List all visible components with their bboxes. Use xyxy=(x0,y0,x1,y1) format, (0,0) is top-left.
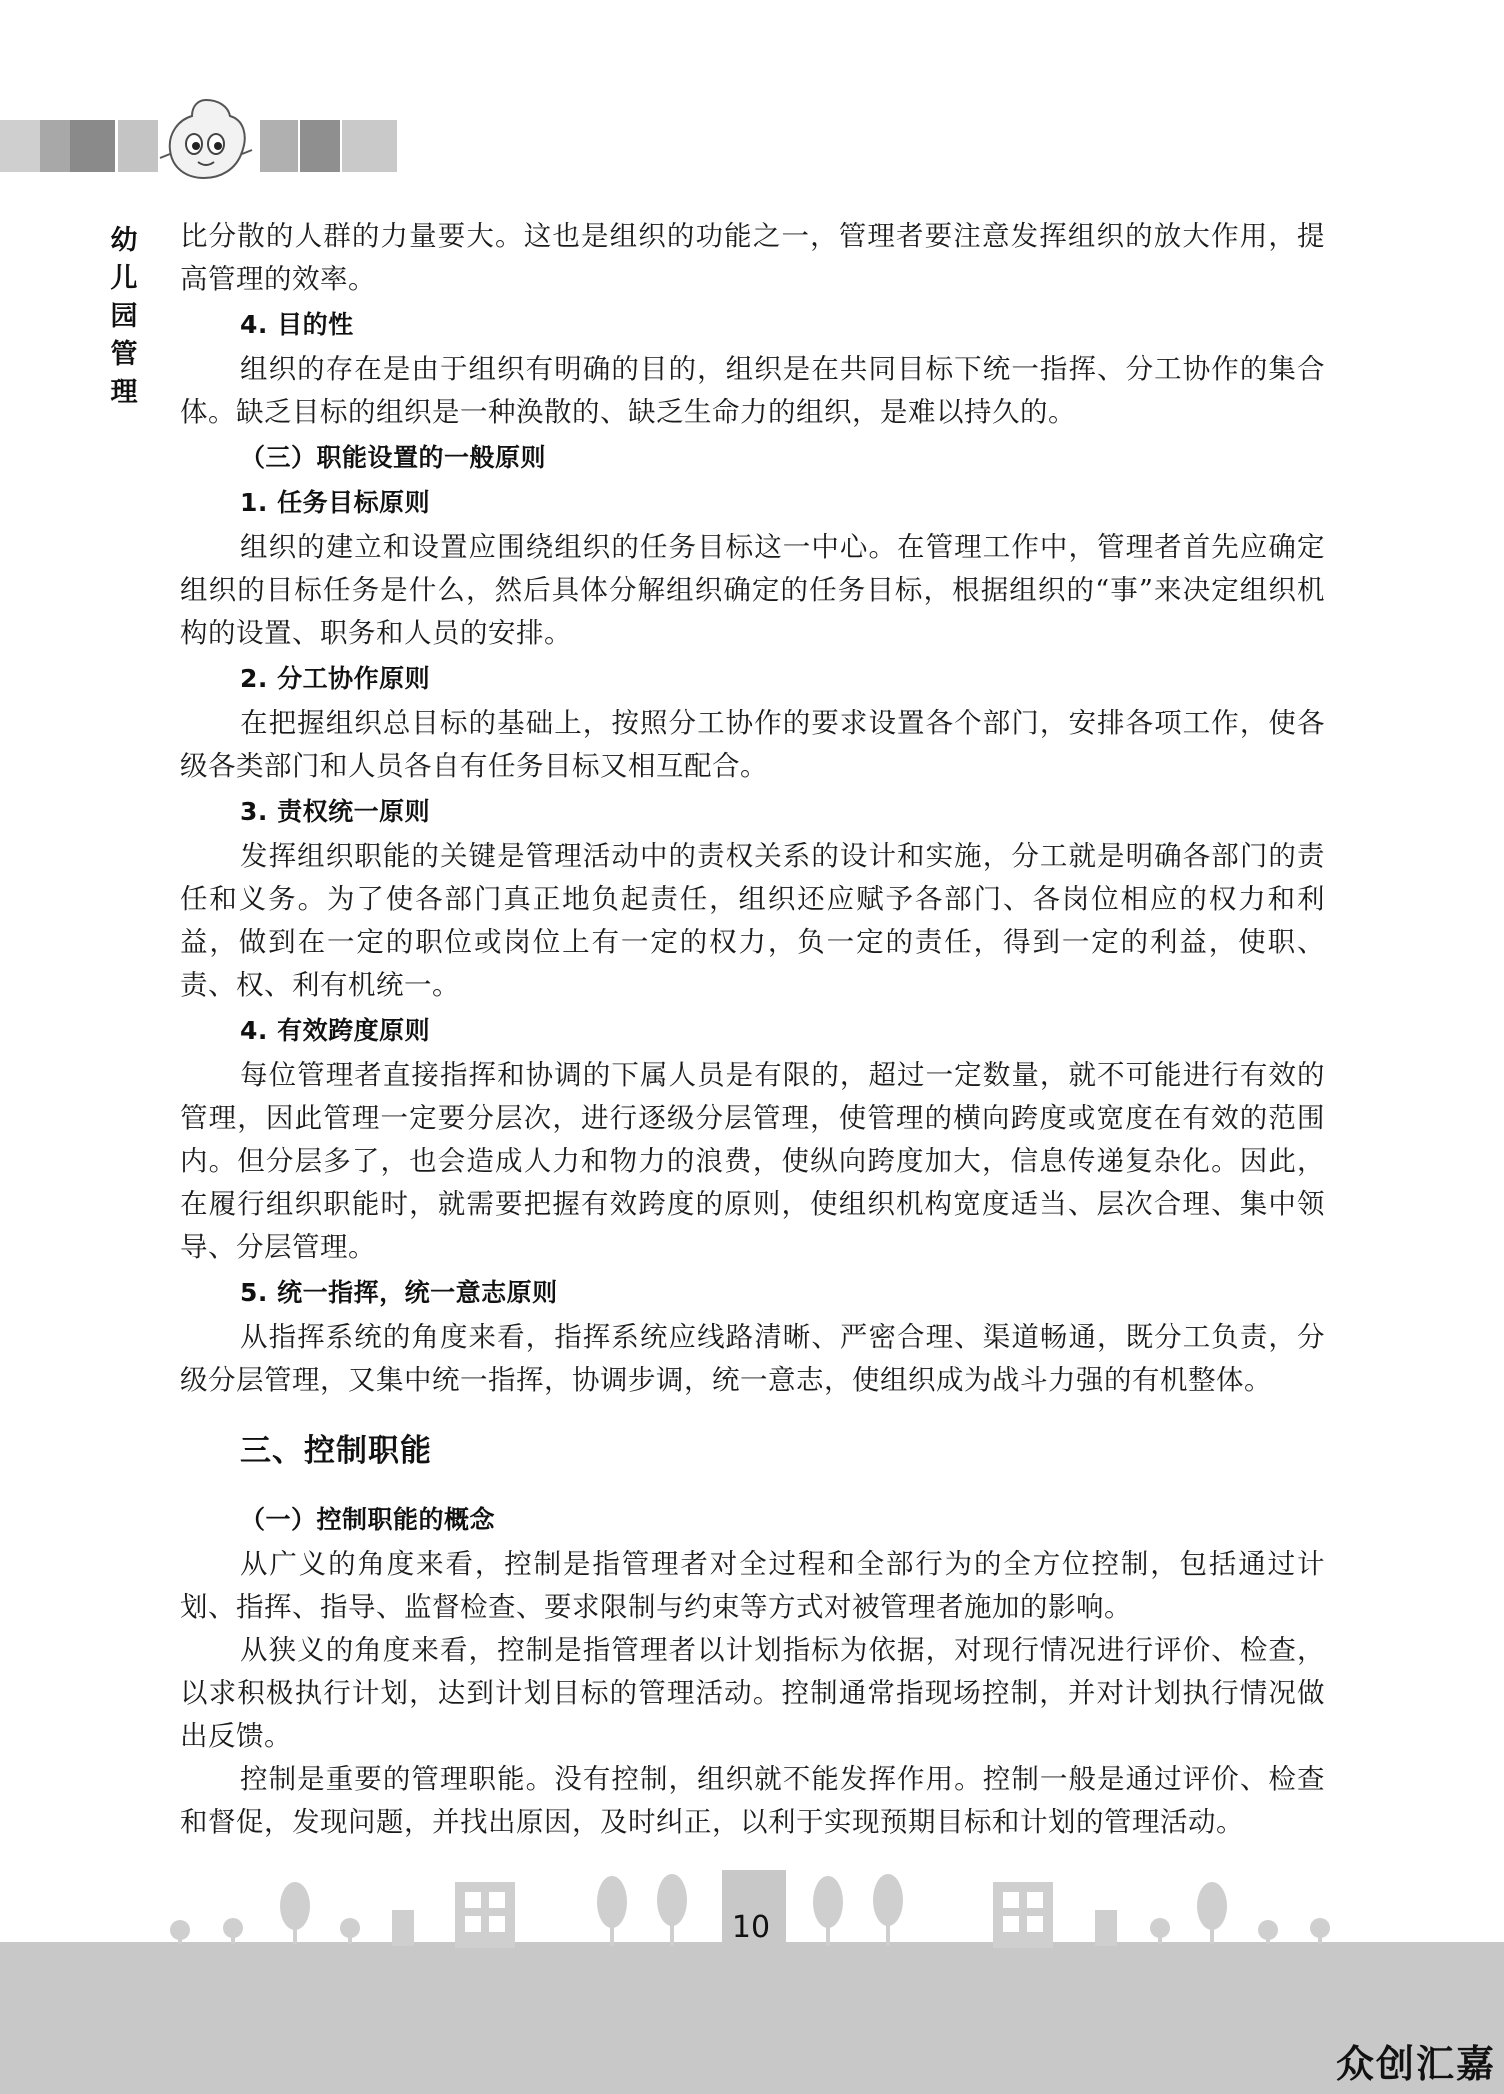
section-heading: 5. 统一指挥，统一意志原则 xyxy=(240,1278,558,1307)
watermark: 众创汇嘉 xyxy=(1335,2042,1496,2086)
section-heading: 4. 目的性 xyxy=(240,310,354,339)
paragraph: 每位管理者直接指挥和协调的下属人员是有限的，超过一定数量，就不可能进行有效的管理，因此管理一定要分层次，进行逐级分层管理，使管理的横向跨度或宽度在有效的范围内。但分层多了，也会造成人力和物力的浪费，使纵向跨度加大，信息传递复杂化。因此，在履行组织职能时，就需要把握有效跨度的原则，使组织机构宽度适当、层次合理、集中领导、分层管理。 xyxy=(180,1059,1325,1263)
mascot-icon xyxy=(158,92,254,188)
page-number: 10 xyxy=(731,1910,771,1945)
section-heading: 2. 分工协作原则 xyxy=(240,664,431,693)
paragraph: 在把握组织总目标的基础上，按照分工协作的要求设置各个部门，安排各项工作，使各级各类部门和人员各自有任务目标又相互配合。 xyxy=(180,707,1325,782)
paragraph: 控制是重要的管理职能。没有控制，组织就不能发挥作用。控制一般是通过评价、检查和督促，发现问题，并找出原因，及时纠正，以利于实现预期目标和计划的管理活动。 xyxy=(180,1763,1325,1838)
paragraph: 比分散的人群的力量要大。这也是组织的功能之一，管理者要注意发挥组织的放大作用，提高管理的效率。 xyxy=(180,220,1325,295)
side-title-char: 园 xyxy=(110,301,138,332)
paragraph: 组织的建立和设置应围绕组织的任务目标这一中心。在管理工作中，管理者首先应确定组织的目标任务是什么，然后具体分解组织确定的任务目标，根据组织的“事”来决定组织机构的设置、职务和人员的安排。 xyxy=(180,531,1325,649)
section-heading: （一）控制职能的概念 xyxy=(240,1505,496,1534)
paragraph: 从广义的角度来看，控制是指管理者对全过程和全部行为的全方位控制，包括通过计划、指挥、指导、监督检查、要求限制与约束等方式对被管理者施加的影响。 xyxy=(180,1548,1325,1623)
paragraph: 发挥组织职能的关键是管理活动中的责权关系的设计和实施，分工就是明确各部门的责任和义务。为了使各部门真正地负起责任，组织还应赋予各部门、各岗位相应的权力和利益，做到在一定的职位或岗位上有一定的权力，负一定的责任，得到一定的利益，使职、责、权、利有机统一。 xyxy=(180,840,1325,1001)
side-title-char: 管 xyxy=(110,339,138,370)
side-title xyxy=(104,222,144,412)
side-title-char: 儿 xyxy=(110,263,138,294)
chapter-heading: 三、控制职能 xyxy=(240,1433,432,1469)
footer-decoration xyxy=(0,1870,1504,2094)
paragraph: 从指挥系统的角度来看，指挥系统应线路清晰、严密合理、渠道畅通，既分工负责，分级分层管理，又集中统一指挥，协调步调，统一意志，使组织成为战斗力强的有机整体。 xyxy=(180,1321,1325,1396)
section-heading: 3. 责权统一原则 xyxy=(240,797,431,826)
paragraph: 组织的存在是由于组织有明确的目的，组织是在共同目标下统一指挥、分工协作的集合体。缺乏目标的组织是一种涣散的、缺乏生命力的组织，是难以持久的。 xyxy=(180,353,1325,428)
section-heading: （三）职能设置的一般原则 xyxy=(240,443,547,472)
section-heading: 1. 任务目标原则 xyxy=(240,488,431,517)
page-body xyxy=(180,215,1325,1844)
section-heading: 4. 有效跨度原则 xyxy=(240,1016,431,1045)
side-title-char: 幼 xyxy=(110,225,138,256)
paragraph: 从狭义的角度来看，控制是指管理者以计划指标为依据，对现行情况进行评价、检查，以求积极执行计划，达到计划目标的管理活动。控制通常指现场控制，并对计划执行情况做出反馈。 xyxy=(180,1634,1325,1752)
side-title-char: 理 xyxy=(110,377,138,408)
